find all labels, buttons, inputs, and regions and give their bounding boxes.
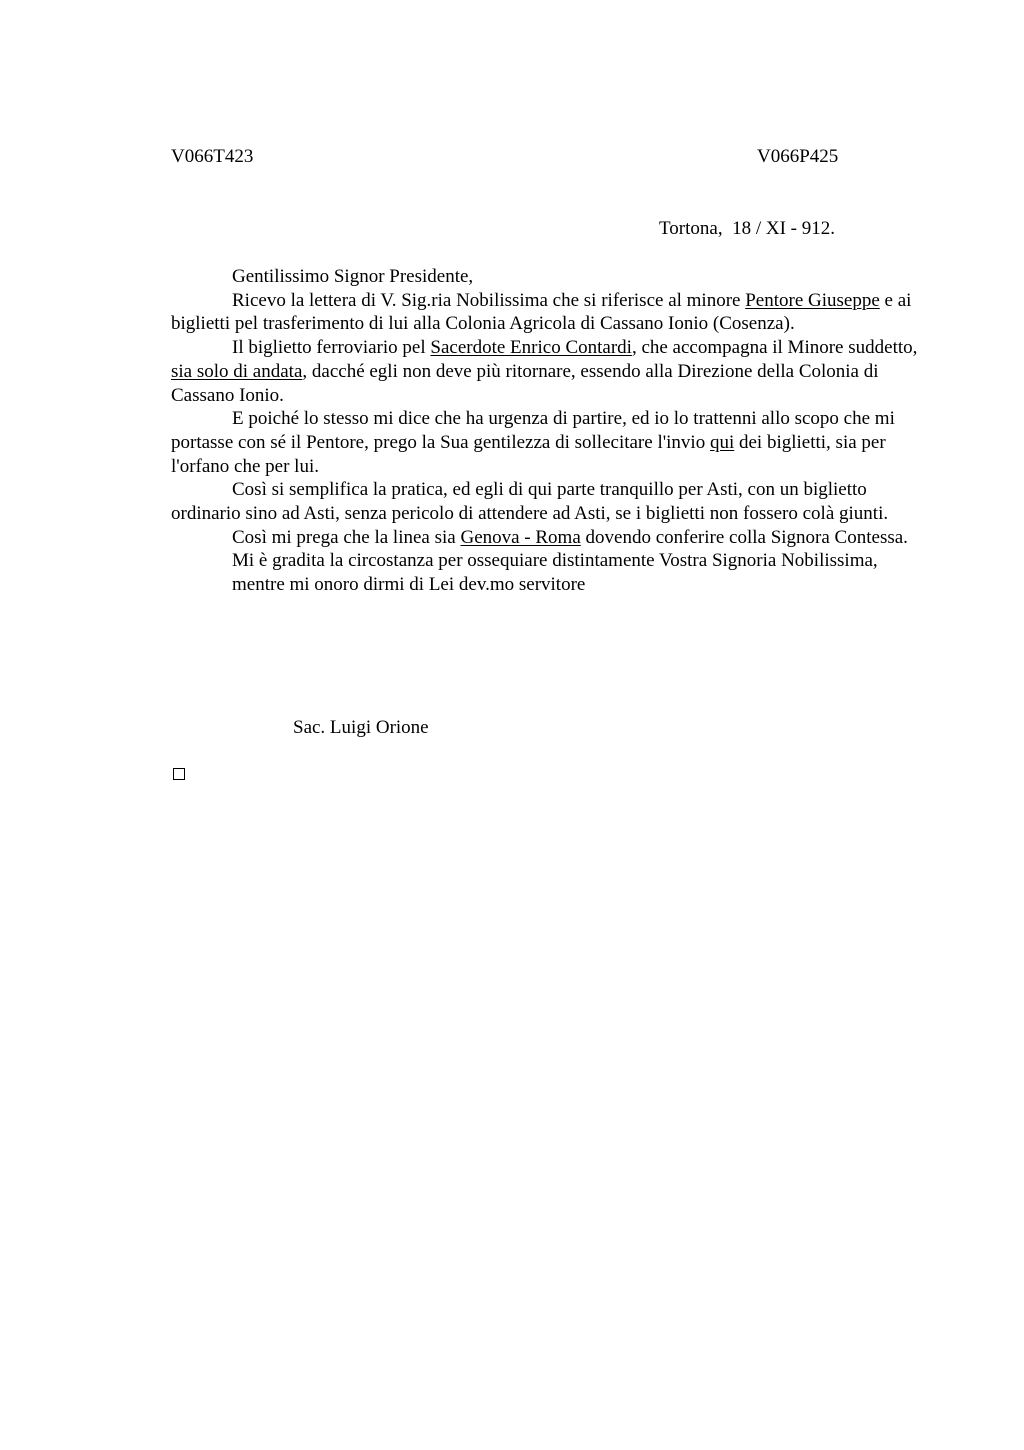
document-code-left: V066T423: [171, 146, 254, 167]
paragraph-3-text-b: dei biglietti, sia per l'orfano che per lui.: [171, 431, 886, 477]
paragraph-1-text-b: e ai biglietti pel trasferimento di lui alla Colonia Agricola di Cassano Ionio (Cosenza).: [171, 289, 912, 335]
paragraph-5-text-b: dovendo conferire colla Signora Contessa.: [580, 526, 908, 548]
paragraph-4: Così si semplifica la pratica, ed egli di qui parte tranquillo per Asti, con un biglietto ordinario sino ad Asti, senza pericolo di attendere ad Asti, se i biglietti non fossero colà giunti.: [171, 479, 889, 525]
checkbox-icon: [173, 768, 185, 780]
underlined-one-way: sia solo di andata: [171, 360, 303, 382]
letter-body: [171, 265, 931, 597]
paragraph-1: [171, 289, 931, 336]
paragraph-7: mentre mi onoro dirmi di Lei dev.mo servitore: [232, 574, 586, 596]
salutation: Gentilissimo Signor Presidente,: [232, 266, 474, 287]
underlined-name-contardi: Sacerdote Enrico Contardi: [430, 337, 632, 359]
paragraph-2: [171, 336, 931, 407]
underlined-route: Genova - Roma: [460, 526, 581, 548]
paragraph-2-text-c: , dacché egli non deve più ritornare, essendo alla Direzione della Colonia di Cassano Ionio.: [171, 360, 879, 406]
paragraph-6: Mi è gradita la circostanza per ossequiare distintamente Vostra Signoria Nobilissima,: [232, 550, 878, 572]
underlined-name-pentore: Pentore Giuseppe: [745, 289, 880, 311]
paragraph-3-text-a: E poiché lo stesso mi dice che ha urgenza di partire, ed io lo trattenni allo scopo che mi portasse con sé il Pentore, prego la Sua gentilezza di sollecitare l'invio: [171, 408, 895, 453]
paragraph-5-text-a: Così mi prega che la linea sia: [232, 526, 461, 548]
paragraph-1-text-a: Ricevo la lettera di V. Sig.ria Nobilissima che si riferisce al minore: [232, 289, 746, 311]
document-code-right: V066P425: [757, 146, 839, 167]
paragraph-3: [171, 407, 931, 478]
date-line: Tortona, 18 / XI - 912.: [659, 218, 835, 239]
signature: Sac. Luigi Orione: [293, 717, 429, 738]
paragraph-5: [171, 526, 931, 550]
paragraph-2-text-b: , che accompagna il Minore suddetto,: [631, 337, 918, 359]
underlined-qui: qui: [709, 431, 735, 453]
paragraph-2-text-a: Il biglietto ferroviario pel: [232, 337, 431, 359]
